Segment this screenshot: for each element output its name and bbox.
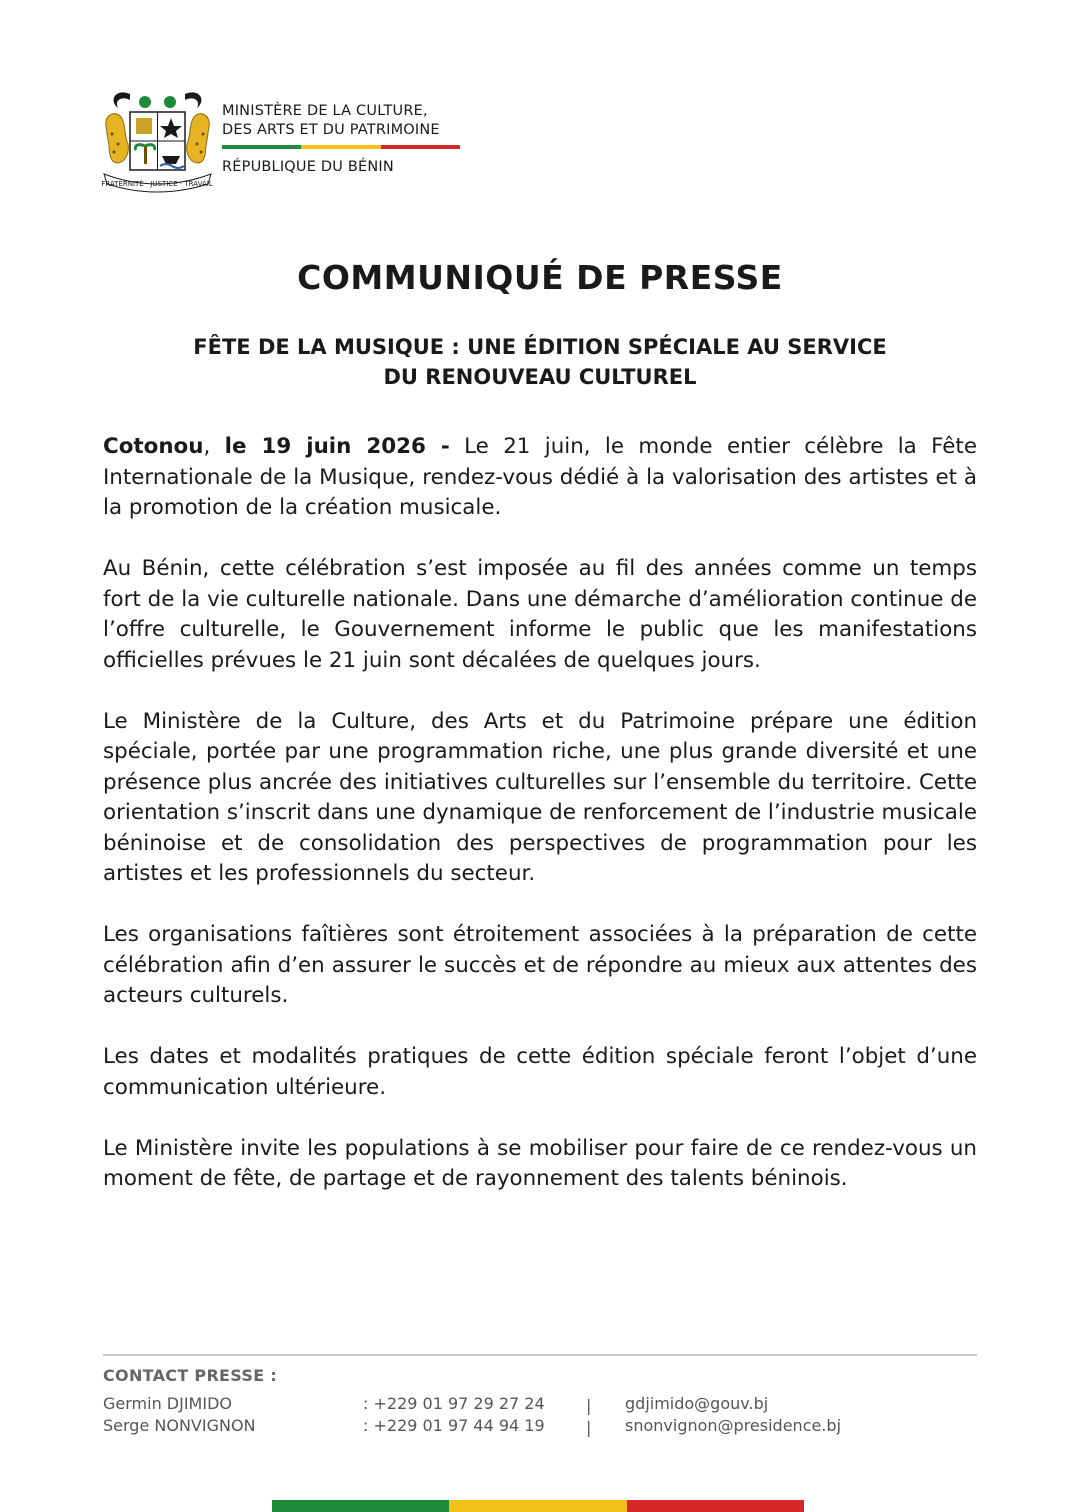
page-subtitle	[0, 332, 1080, 392]
contact-email[interactable]: snonvignon@presidence.bj	[625, 1416, 842, 1435]
subtitle-line1: FÊTE DE LA MUSIQUE : UNE ÉDITION SPÉCIALE AU SERVICE	[193, 335, 887, 359]
paragraph-1	[103, 432, 977, 524]
contact-divider	[103, 1354, 977, 1356]
paragraph-3: Le Ministère de la Culture, des Arts et du Patrimoine prépare une édition spéciale, portée par une programmation riche, une plus grande diversité et une présence plus ancrée des initiatives culturelles sur l’ensemble du territoire. Cette orientation s’inscrit dans une dynamique de renforcement de l’industrie musicale béninoise et de consolidation des perspectives de programmation pour les artistes et les professionnels du secteur.	[103, 708, 977, 886]
footer-yellow-stripe	[449, 1500, 626, 1512]
paragraph-6: Le Ministère invite les populations à se mobiliser pour faire de ce rendez-vous un moment de fête, de partage et de rayonnement des talents béninois.	[103, 1135, 977, 1191]
contact-name: Serge NONVIGNON	[103, 1416, 256, 1435]
dateline-separator: ,	[203, 434, 225, 459]
dateline-date: le 19 juin 2026 -	[224, 434, 450, 459]
motto-text: FRATERNITÉ · JUSTICE · TRAVAIL	[101, 180, 213, 188]
contact-name: Germin DJIMIDO	[103, 1394, 232, 1413]
contact-separator: |	[586, 1418, 592, 1437]
contact-phone: : +229 01 97 44 94 19	[363, 1416, 545, 1435]
contact-phone: : +229 01 97 29 27 24	[363, 1394, 545, 1413]
flag-green-stripe	[222, 145, 301, 149]
ministry-name-line2: DES ARTS ET DU PATRIMOINE	[222, 122, 440, 138]
paragraph-4: Les organisations faîtières sont étroitement associées à la préparation de cette célébration afin d’en assurer le succès et de répondre au mieux aux attentes des acteurs culturels.	[103, 922, 977, 1008]
flag-color-bar	[222, 145, 460, 149]
flag-yellow-stripe	[301, 145, 380, 149]
contact-separator: |	[586, 1396, 592, 1415]
subtitle-line2: DU RENOUVEAU CULTUREL	[383, 365, 697, 389]
paragraph-5: Les dates et modalités pratiques de cette édition spéciale feront l’objet d’une communication ultérieure.	[103, 1044, 977, 1100]
page-title: COMMUNIQUÉ DE PRESSE	[297, 258, 783, 297]
contact-email[interactable]: gdjimido@gouv.bj	[625, 1394, 769, 1413]
footer-flag-bar	[272, 1500, 804, 1512]
footer-green-stripe	[272, 1500, 449, 1512]
paragraph-2: Au Bénin, cette célébration s’est imposée au fil des années comme un temps fort de la vie culturelle nationale. Dans une démarche d’amélioration continue de l’offre culturelle, le Gouvernement informe le public que les manifestations officielles prévues le 21 juin sont décalées de quelques jours.	[103, 556, 977, 673]
press-release-body	[103, 432, 977, 1225]
footer-red-stripe	[627, 1500, 804, 1512]
flag-red-stripe	[381, 145, 460, 149]
ministry-block	[222, 102, 460, 175]
coat-of-arms-icon	[100, 86, 215, 194]
paragraph-1-text: Le 21 juin, le monde entier célèbre la Fête Internationale de la Musique, rendez-vous dédié à la valorisation des artistes et à la promotion de la création musicale.	[103, 434, 977, 520]
header	[100, 86, 480, 196]
contact-heading: CONTACT PRESSE :	[103, 1366, 278, 1385]
dateline-city: Cotonou	[103, 434, 204, 459]
ministry-name-line1: MINISTÈRE DE LA CULTURE,	[222, 103, 428, 119]
republic-name: RÉPUBLIQUE DU BÉNIN	[222, 159, 394, 175]
